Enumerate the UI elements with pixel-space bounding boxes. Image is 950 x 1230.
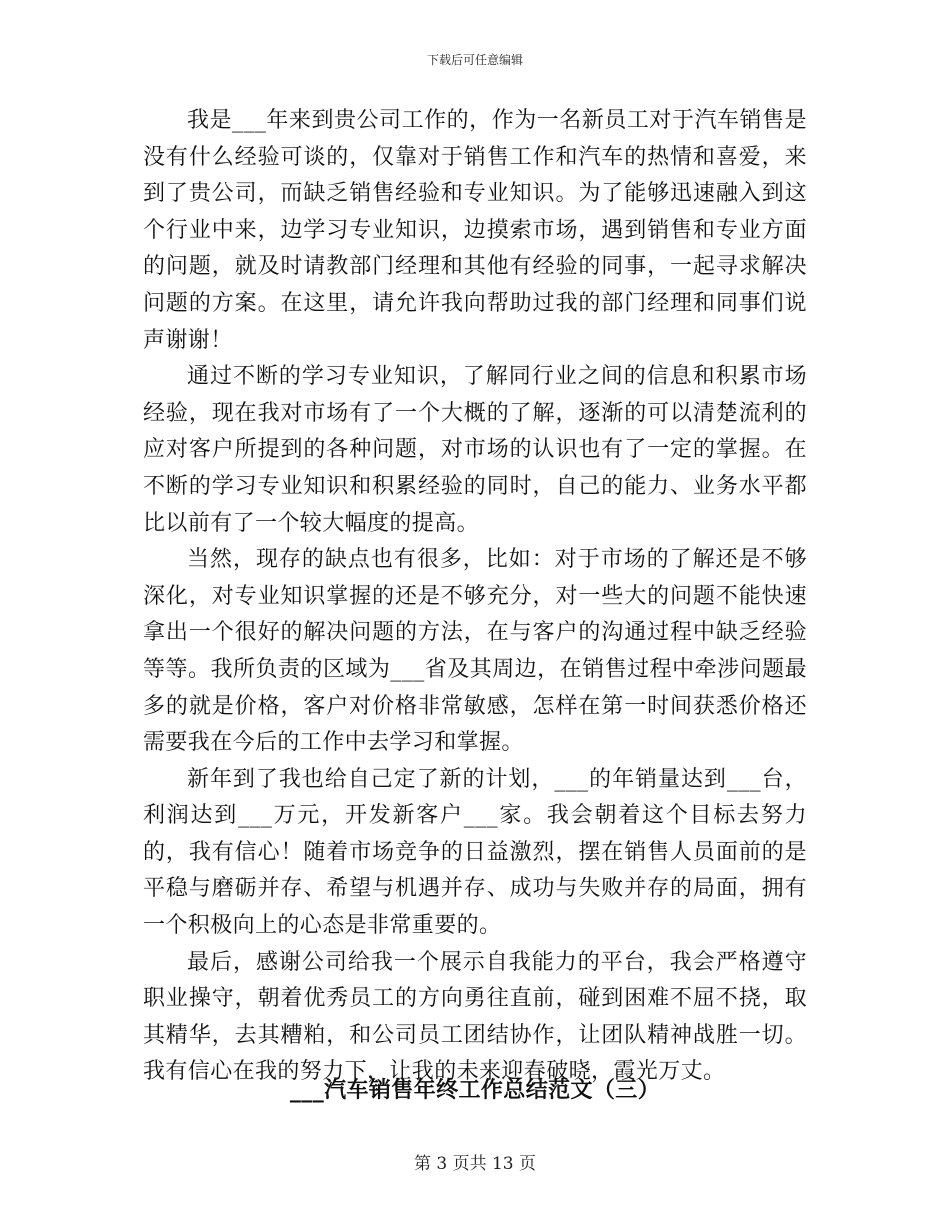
document-body (143, 103, 807, 1091)
paragraph-shortcomings: 当然，现存的缺点也有很多，比如：对于市场的了解还是不够深化，对专业知识掌握的还是不够充分，对一些大的问题不能快速拿出一个很好的解决问题的方法，在与客户的沟通过程中缺乏经验等等。我所负责的区域为___省及其周边，在销售过程中牵涉问题最多的就是价格，客户对价格非常敏感，怎样在第一时间获悉价格还需要我在今后的工作中去学习和掌握。 (143, 547, 807, 756)
paragraph-learning: 通过不断的学习专业知识，了解同行业之间的信息和积累市场经验，现在我对市场有了一个大概的了解，逐渐的可以清楚流利的应对客户所提到的各种问题，对市场的认识也有了一定的掌握。在不断的学习专业知识和积累经验的同时，自己的能力、业务水平都比以前有了一个较大幅度的提高。 (143, 364, 807, 536)
page-footer: 第 3 页共 13 页 (413, 1154, 537, 1174)
paragraph-new-year-plan: 新年到了我也给自己定了新的计划，___的年销量达到___台，利润达到___万元，开发新客户___家。我会朝着这个目标去努力的，我有信心！随着市场竞争的日益激烈，摆在销售人员面前的是平稳与磨砺并存、希望与机遇并存、成功与失败并存的局面，拥有一个积极向上的心态是非常重要的。 (143, 766, 807, 939)
paragraph-conclusion: 最后，感谢公司给我一个展示自我能力的平台，我会严格遵守职业操守，朝着优秀员工的方向勇往直前，碰到困难不屈不挠，取其精华，去其糟粕，和公司员工团结协作，让团队精神战胜一切。我有信心在我的努力下，让我的未来迎春破晓，霞光万丈。 (143, 949, 807, 1085)
page-header: 下载后可任意编辑 (426, 53, 523, 67)
paragraph-intro: 我是___年来到贵公司工作的，作为一名新员工对于汽车销售是没有什么经验可谈的，仅靠对于销售工作和汽车的热情和喜爱，来到了贵公司，而缺乏销售经验和专业知识。为了能够迅速融入到这个行业中来，边学习专业知识，边摸索市场，遇到销售和专业方面的问题，就及时请教部门经理和其他有经验的同事，一起寻求解决问题的方案。在这里，请允许我向帮助过我的部门经理和同事们说声谢谢！ (143, 108, 807, 353)
section-title: ___汽车销售年终工作总结范文（三） (289, 1077, 661, 1103)
